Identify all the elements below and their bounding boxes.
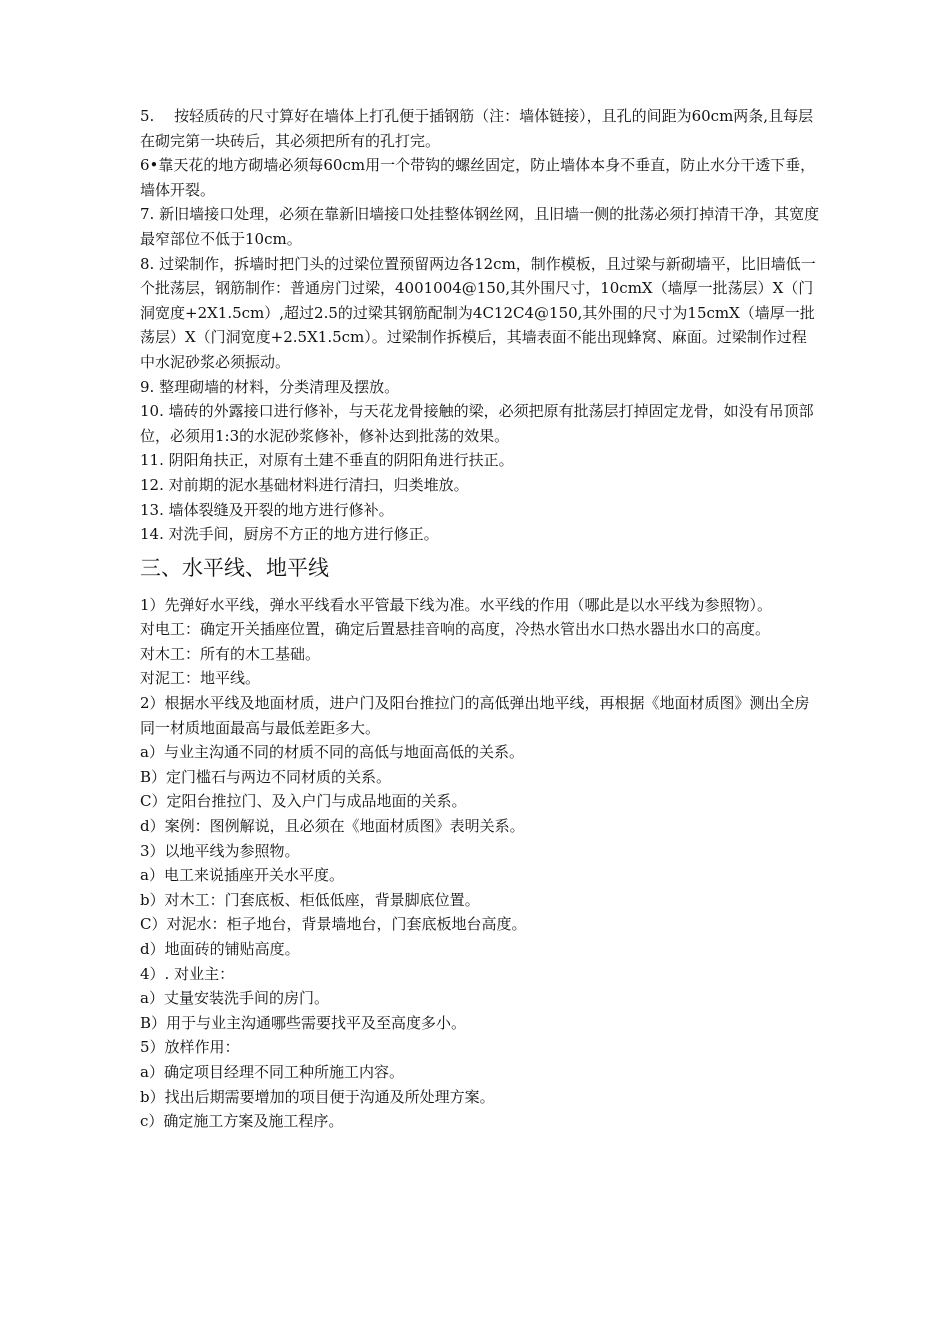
list-item-2d: d）案例：图例解说，且必须在《地面材质图》表明关系。 <box>140 817 525 836</box>
list-item-11: 11. 阴阳角扶正，对原有土建不垂直的阴阳角进行扶正。 <box>140 451 514 470</box>
list-item-6: 6•靠天花的地方砌墙必须每60cm用一个带钩的螺丝固定，防止墙体本身不垂直，防止水分干透下垂，墙体开裂。 <box>140 156 816 199</box>
line-electrician: 对电工：确定开关插座位置，确定后置悬挂音响的高度，冷热水管出水口热水器出水口的高度。 <box>140 620 771 639</box>
list-item-3c: C）对泥水：柜子地台，背景墙地台，门套底板地台高度。 <box>140 915 527 934</box>
list-item-5c: c）确定施工方案及施工程序。 <box>140 1112 344 1131</box>
list-item-14: 14. 对洗手间，厨房不方正的地方进行修正。 <box>140 525 439 544</box>
list-item-9: 9. 整理砌墙的材料，分类清理及摆放。 <box>140 377 400 396</box>
line-carpenter: 对木工：所有的木工基础。 <box>140 644 321 663</box>
line-mason: 对泥工：地平线。 <box>140 669 261 688</box>
list-item-4a: a）丈量安装洗手间的房门。 <box>140 989 329 1008</box>
list-item-1: 1）先弹好水平线，弹水平线看水平管最下线为准。水平线的作用（哪此是以水平线为参照物）。 <box>140 595 773 614</box>
list-item-8: 8. 过梁制作，拆墙时把门头的过梁位置预留两边各12cm，制作模板，且过梁与新砌墙平，比旧墙低一个批荡层，钢筋制作：普通房门过梁，4001004@150,其外围尺寸，10cmX（墙厚一批荡层）X（门洞宽度+2X1.5cm）,超过2.5的过梁其钢筋配制为4C12C4@150,其外围的尺寸为15cmX（墙厚一批荡层）X（门洞宽度+2.5X1.5cm）。过梁制作拆模后，其墙表面不能出现蜂窝、麻面。过梁制作过程中水泥砂浆必须振动。 <box>140 254 816 371</box>
list-item-7: 7. 新旧墙接口处理，必须在靠新旧墙接口处挂整体钢丝网，且旧墙一侧的批荡必须打掉清干净，其宽度最窄部位不低于10cm。 <box>140 205 820 248</box>
list-item-5b: b）找出后期需要增加的项目便于沟通及所处理方案。 <box>140 1087 495 1106</box>
list-item-2b: B）定门槛石与两边不同材质的关系。 <box>140 767 392 786</box>
list-item-13: 13. 墙体裂缝及开裂的地方进行修补。 <box>140 500 394 519</box>
list-block-top <box>140 104 820 547</box>
list-item-3b: b）对木工：门套底板、柜低低座，背景脚底位置。 <box>140 890 480 909</box>
list-item-3: 3）以地平线为参照物。 <box>140 841 300 860</box>
list-item-3d: d）地面砖的铺贴高度。 <box>140 940 300 958</box>
list-item-3a: a）电工来说插座开关水平度。 <box>140 866 344 885</box>
list-item-12: 12. 对前期的泥水基础材料进行清扫，归类堆放。 <box>140 475 469 494</box>
section-heading: 三、水平线、地平线 <box>140 555 329 580</box>
list-item-5: 5. 按轻质砖的尺寸算好在墙体上打孔便于插钢筋（注：墙体链接），且孔的间距为60cm两条,且每层在砌完第一块砖后，其必须把所有的孔打完。 <box>140 107 814 150</box>
document-page <box>140 104 820 1134</box>
list-item-5a: a）确定项目经理不同工种所施工内容。 <box>140 1062 404 1081</box>
list-item-2c: C）定阳台推拉门、及入户门与成品地面的关系。 <box>140 792 467 811</box>
list-item-4: 4）. 对业主： <box>140 964 235 983</box>
list-block-section <box>140 593 820 1134</box>
list-item-4b: B）用于与业主沟通哪些需要找平及至高度多小。 <box>140 1013 467 1032</box>
list-item-10: 10. 墙砖的外露接口进行修补，与天花龙骨接触的梁，必须把原有批荡层打掉固定龙骨，如没有吊顶部位，必须用1:3的水泥砂浆修补，修补达到批荡的效果。 <box>140 402 814 445</box>
list-item-2a: a）与业主沟通不同的材质不同的高低与地面高低的关系。 <box>140 743 524 762</box>
list-item-2: 2）根据水平线及地面材质，进户门及阳台推拉门的高低弹出地平线，再根据《地面材质图》测出全房同一材质地面最高与最低差距多大。 <box>140 694 810 737</box>
list-item-5-layout: 5）放样作用： <box>140 1038 240 1057</box>
